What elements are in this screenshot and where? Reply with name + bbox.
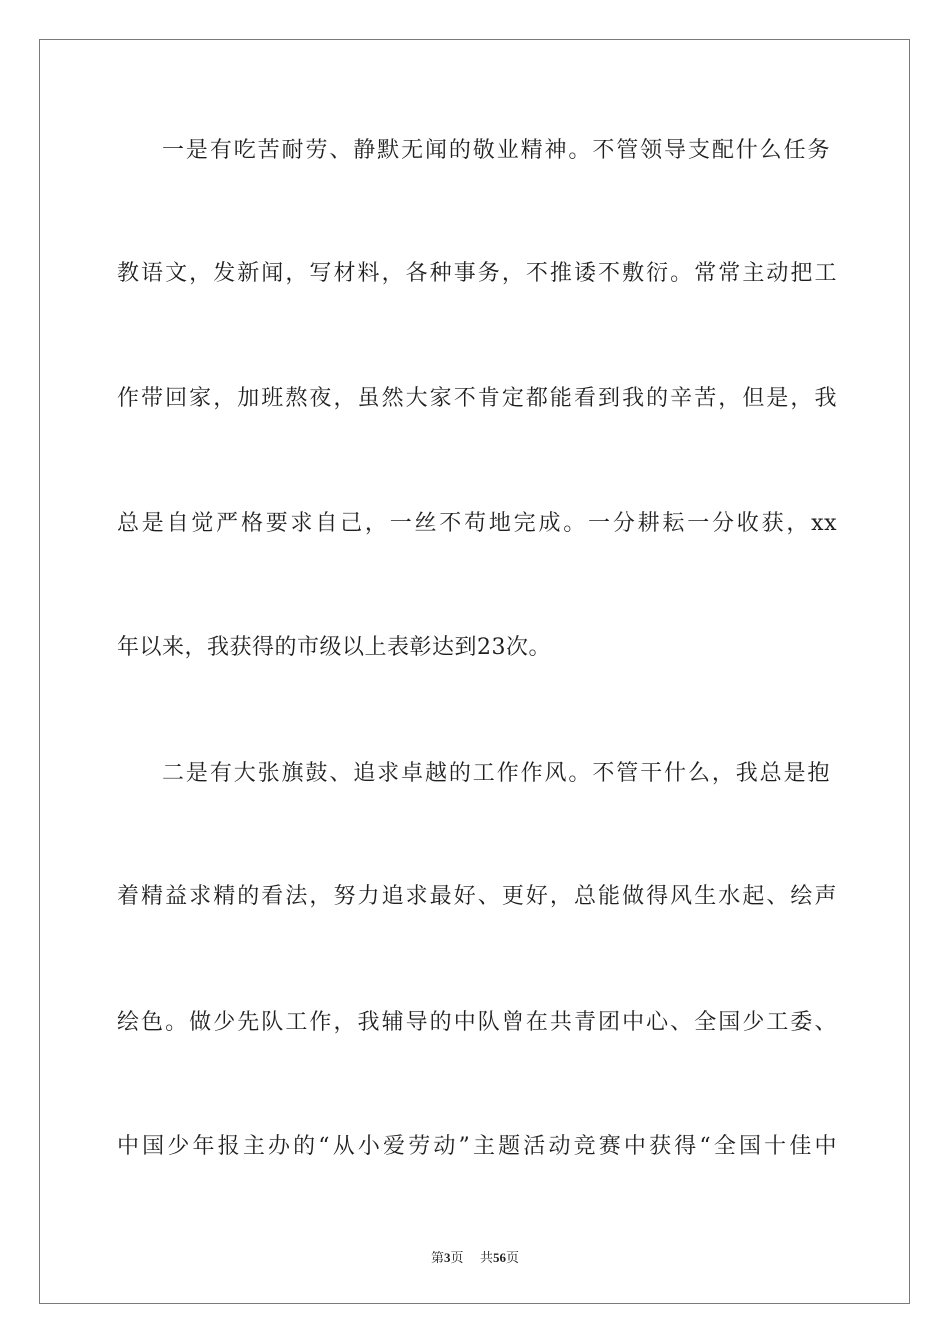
text-line-8: 绘色。做少先队工作，我辅导的中队曾在共青团中心、全国少工委、	[117, 1010, 837, 1035]
text-line-7: 着精益求精的看法，努力追求最好、更好，总能做得风生水起、绘声	[117, 884, 837, 909]
text-line-3: 作带回家，加班熬夜，虽然大家不肯定都能看到我的辛苦，但是，我	[117, 386, 837, 411]
text-line-4: 总是自觉严格要求自己，一丝不苟地完成。一分耕耘一分收获，xx	[117, 511, 837, 536]
text-line-5: 年以来，我获得的市级以上表彰达到23次。	[117, 635, 551, 660]
footer-page-prefix: 第	[430, 1251, 444, 1266]
page-footer	[0, 1247, 950, 1266]
footer-page-number: 3	[443, 1250, 451, 1265]
text-line-9: 中国少年报主办的“从小爱劳动”主题活动竞赛中获得“全国十佳中	[117, 1134, 837, 1159]
footer-total-pages: 56	[493, 1250, 507, 1265]
text-line-1: 一是有吃苦耐劳、静默无闻的敬业精神。不管领导支配什么任务	[162, 138, 830, 163]
page-border	[39, 39, 910, 1304]
footer-total-prefix: 共	[480, 1251, 494, 1266]
text-line-2: 教语文，发新闻，写材料，各种事务，不推诿不敷衍。常常主动把工	[117, 261, 837, 286]
text-line-6: 二是有大张旗鼓、追求卓越的工作作风。不管干什么，我总是抱	[162, 761, 830, 786]
footer-total-suffix: 页	[506, 1251, 520, 1266]
footer-page-suffix: 页	[450, 1251, 464, 1266]
